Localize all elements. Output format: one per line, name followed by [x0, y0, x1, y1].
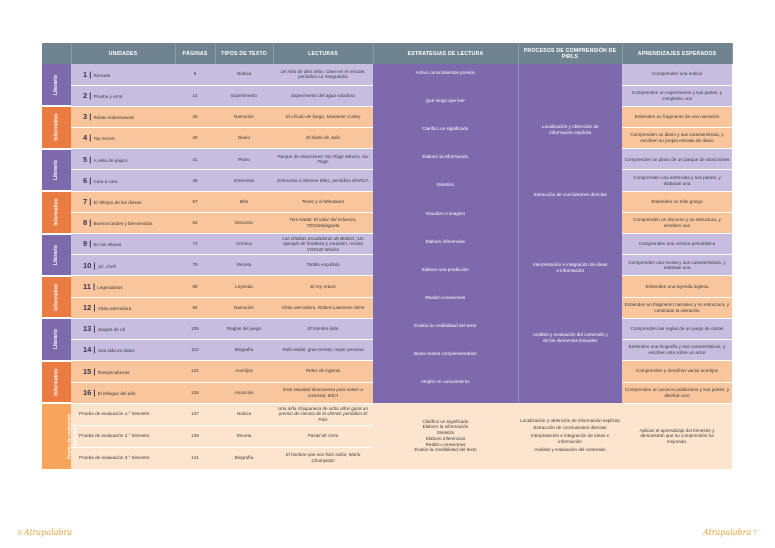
- unit-separator: |: [91, 260, 98, 270]
- unit-cell: [71, 276, 175, 297]
- eval-page-cell: 139: [175, 425, 215, 447]
- eval-strategies-cell: [373, 403, 518, 469]
- reading-cell: El círculo de fuego, Marianne Curley: [273, 106, 373, 127]
- unit-cell: [71, 297, 175, 318]
- eval-title-cell: Prueba de evaluación 1.° trimestre: [71, 403, 175, 425]
- reading-cell: El rey Arturo: [273, 276, 373, 297]
- reading-cell: Retos de ingenio: [273, 361, 373, 382]
- expected-learning-cell: Comprenden un anuncio publicitario y sus partes, y diseñan uno: [622, 382, 732, 403]
- eval-process-item: Extracción de conclusiones directas: [533, 425, 607, 431]
- strategy-item: Elaboro una predicción: [421, 266, 469, 272]
- page-cell: 30: [175, 128, 215, 149]
- footer-right: [703, 528, 757, 537]
- unit-separator: |: [91, 387, 98, 397]
- unit-separator: |: [87, 239, 94, 249]
- text-type-cell: Experimento: [215, 85, 273, 106]
- text-type-cell: Noticia: [215, 64, 273, 85]
- text-type-cell: Biografía: [215, 340, 273, 361]
- page-cell: 41: [175, 149, 215, 170]
- unit-title: Juegos de rol: [97, 327, 126, 333]
- text-type-cell: Mito: [215, 191, 273, 212]
- unit-cell: [71, 212, 175, 233]
- strategy-item: Sintetizo: [436, 182, 455, 188]
- expected-learning-cell: Entienden una leyenda inglesa: [622, 276, 732, 297]
- unit-title: Top secret: [93, 136, 115, 142]
- reading-cell: Rafa Nadal: gran tenista, mejor persona: [273, 340, 373, 361]
- unit-cell: [71, 106, 175, 127]
- unit-title: A vista de pájaro: [93, 157, 128, 163]
- unit-separator: |: [87, 112, 94, 122]
- expected-learning-cell: Entienden un fragmento narrativo y su estructura, y continúan la narración: [622, 297, 732, 318]
- group-label-cell: [42, 234, 71, 276]
- strategy-item: Clarifico un significado: [422, 126, 469, 132]
- unit-title: Rompecabezas: [97, 369, 130, 375]
- unit-separator: |: [91, 345, 98, 355]
- eval-page-cell: 141: [175, 447, 215, 469]
- page-cell: 89: [175, 276, 215, 297]
- header-paginas: PÁGINAS: [175, 43, 215, 64]
- expected-learning-cell: Comprenden una receta y sus características, y redactan una: [622, 255, 732, 276]
- reading-cell: Teseo y el Minotauro: [273, 191, 373, 212]
- text-type-cell: Discurso: [215, 212, 273, 233]
- unit-separator: |: [87, 91, 94, 101]
- strategy-item: Elaboro inferencias: [425, 238, 465, 244]
- eval-type-cell: Biografía: [215, 447, 273, 469]
- strategy-item: Evalúo la credibilidad del texto: [414, 322, 477, 328]
- unit-separator: |: [87, 154, 94, 164]
- processes-stack: [519, 64, 623, 403]
- group-label-cell: [42, 191, 71, 233]
- page-cell: 94: [175, 297, 215, 318]
- eval-title-cell: Prueba de evaluación 3.° trimestre: [71, 447, 175, 469]
- group-label: Informativo: [53, 368, 60, 396]
- text-type-cell: Diario: [215, 128, 273, 149]
- unit-number: 10: [83, 260, 92, 270]
- unit-number: 3: [83, 112, 88, 122]
- unit-number: 12: [83, 303, 92, 313]
- expected-learning-cell: Entienden un fragmento de una narración: [622, 106, 732, 127]
- unit-separator: |: [87, 197, 94, 207]
- unit-title: Rescate: [93, 72, 111, 78]
- eval-title-cell: Prueba de evaluación 2.° trimestre: [71, 425, 175, 447]
- unit-cell: [71, 255, 175, 276]
- unit-cell: [71, 361, 175, 382]
- eval-reading-cell: Una niña chiapaneca de ocho años gana un premio de ciencia de la UNAM, periódico El País: [273, 403, 373, 425]
- unit-number: 2: [83, 91, 88, 101]
- expected-learning-cell: Comprenden una noticia: [622, 64, 732, 85]
- header-lecturas: LECTURAS: [273, 43, 373, 64]
- unit-title: Una vida en datos: [97, 348, 135, 354]
- unit-number: 14: [83, 345, 92, 355]
- group-label: Literario: [53, 159, 60, 180]
- expected-learning-cell: Comprenden una crónica periodística: [622, 234, 732, 255]
- reading-cell: Parque de atracciones Six Flags México, Six Flags: [273, 149, 373, 170]
- process-item: Análisis y evaluación del contenido y de los elementos textuales: [532, 332, 608, 343]
- group-label-cell: [42, 361, 71, 403]
- strategy-item: Activo conocimientos previos: [415, 70, 475, 75]
- eval-strategy-item: Clarifico un significado: [422, 418, 469, 424]
- table-row: [42, 64, 732, 85]
- eval-strategy-item: Realizo conexiones: [425, 441, 466, 447]
- eval-strategy-item: Sintetizo: [436, 430, 455, 436]
- unit-cell: [71, 382, 175, 403]
- unit-cell: [71, 128, 175, 149]
- unit-title: ¡Sí, chef!: [97, 263, 117, 269]
- unit-title: El Olimpo de los dioses: [93, 200, 142, 206]
- footer-left: [18, 528, 72, 537]
- expected-learning-cell: Comprenden un experimento y sus partes, y completan uno: [622, 85, 732, 106]
- reading-cell: Entrevista a Simone Biles, periódico MARCA: [273, 170, 373, 191]
- process-item: Extracción de conclusiones directas: [533, 192, 607, 197]
- unit-title: Legendarios: [97, 284, 123, 290]
- group-label-cell: [42, 318, 71, 360]
- unit-number: 13: [83, 324, 92, 334]
- group-label: Literario: [53, 329, 60, 350]
- unit-title: Visita aterradora: [97, 306, 132, 312]
- unit-cell: [71, 149, 175, 170]
- header-row: [42, 43, 732, 64]
- page-cell: 46: [175, 170, 215, 191]
- eval-processes-cell: [518, 403, 622, 469]
- unit-number: 11: [83, 281, 91, 291]
- eval-type-cell: Noticia: [215, 403, 273, 425]
- expected-learning-cell: Comprenden un plano de un parque de atracciones: [622, 149, 732, 170]
- page-cell: 78: [175, 255, 215, 276]
- unit-cell: [71, 318, 175, 339]
- unit-number: 5: [83, 154, 88, 164]
- unit-separator: |: [87, 175, 94, 185]
- process-item: Localización y obtención de información explícita: [542, 124, 599, 135]
- strategy-item: Visualizo e imagino: [425, 210, 465, 216]
- unit-number: 15: [83, 366, 92, 376]
- unit-cell: [71, 191, 175, 212]
- table-body: [42, 64, 732, 469]
- page-cell: 126: [175, 382, 215, 403]
- page-cell: 110: [175, 340, 215, 361]
- eval-page-cell: 137: [175, 403, 215, 425]
- header-tipos: TIPOS DE TEXTO: [215, 43, 273, 64]
- unit-cell: [71, 234, 175, 255]
- text-type-cell: Reglas del juego: [215, 318, 273, 339]
- header-aprendizajes: APRENDIZAJES ESPERADOS: [622, 43, 732, 64]
- eval-type-cell: Receta: [215, 425, 273, 447]
- eval-process-item: Interpretación e integración de ideas e información: [530, 433, 610, 444]
- brand-logo-left: Atrapalabra: [23, 528, 73, 537]
- reading-cell: El diario de Julia: [273, 128, 373, 149]
- reading-cell: Visita aterradora, Robert Lawrence Stine: [273, 297, 373, 318]
- eval-strategy-item: Elaboro inferencias: [425, 435, 466, 441]
- page-cell: 25: [175, 106, 215, 127]
- strategies-cell: [373, 64, 518, 403]
- page-cell: 121: [175, 361, 215, 382]
- expected-learning-cell: Comprenden un discurso y su estructura, y escriben uno: [622, 212, 732, 233]
- unit-number: 6: [83, 175, 88, 185]
- page-cell: 105: [175, 318, 215, 339]
- text-type-cell: Acertijos: [215, 361, 273, 382]
- unit-separator: |: [87, 69, 94, 79]
- page-number-right: 7: [753, 530, 757, 537]
- eval-row: [42, 403, 732, 425]
- group-label-cell: [42, 276, 71, 318]
- program-table: [42, 43, 733, 470]
- group-label: Informativo: [53, 113, 60, 142]
- unit-cell: [71, 85, 175, 106]
- group-label: Prueba de evaluación trimestral: [66, 413, 77, 460]
- brand-logo-right: Atrapalabra: [702, 528, 752, 537]
- eval-process-item: Localización y obtención de información explícita: [520, 417, 620, 423]
- eval-reading-cell: El hombre que nos hizo sofiar, Mario Chumpitazi: [273, 447, 373, 469]
- process-item: Interpretación e integración de ideas e información: [533, 262, 608, 273]
- page-number-left: 6: [18, 530, 22, 537]
- header-estrategias: ESTRATEGIAS DE LECTURA: [373, 43, 518, 64]
- unit-title: El eslogan del año: [97, 390, 136, 396]
- group-label-cell: [42, 149, 71, 191]
- group-label: Literario: [53, 244, 60, 265]
- unit-number: 8: [83, 218, 88, 228]
- unit-number: 9: [83, 239, 88, 249]
- unit-title: En las alturas: [93, 242, 122, 248]
- text-type-cell: Narración: [215, 106, 273, 127]
- group-label: Informativo: [53, 283, 60, 311]
- eval-expected-learning-cell: Aplican el aprendizaje del trimestre y demuestran que su comprensión ha mejorado.: [622, 403, 732, 469]
- text-type-cell: Anuncios: [215, 382, 273, 403]
- text-type-cell: Crónica: [215, 234, 273, 255]
- reading-cell: Toni Nadal: El valor del esfuerzo, TEDxMalagueta: [273, 212, 373, 233]
- eval-strategy-item: Elaboro la información: [422, 424, 469, 430]
- expected-learning-cell: Comprenden un diario y sus características, y escriben su propia entrada de diario: [622, 128, 732, 149]
- header-unidades: UNIDADES: [71, 43, 175, 64]
- group-label: Informativo: [53, 198, 60, 226]
- unit-title: Prueba y error: [93, 94, 123, 100]
- group-label-cell: [42, 64, 71, 106]
- unit-cell: [71, 170, 175, 191]
- unit-separator: |: [87, 218, 94, 228]
- group-label-cell: [42, 106, 71, 148]
- unit-number: 7: [83, 197, 88, 207]
- page-cell: 57: [175, 191, 215, 212]
- reading-cell: Esta Navidad desconecta para volver a conectar, IKEA: [273, 382, 373, 403]
- expected-learning-cell: Entienden una biografía y sus características, y escriben otra sobre un actor: [622, 340, 732, 361]
- program-table-container: [42, 43, 732, 470]
- strategy-item: Realizo conexiones: [425, 294, 466, 300]
- unit-number: 4: [83, 133, 88, 143]
- eval-process-item: Análisis y evaluación del contenido: [534, 446, 606, 452]
- expected-learning-cell: Comprenden y descifran varios acertijos: [622, 361, 732, 382]
- unit-title: Relato sobrenatural: [93, 115, 134, 121]
- expected-learning-cell: Comprenden una entrevista y sus partes, y elaboran una: [622, 170, 732, 191]
- reading-cell: Las cholitas escaladoras de Bolivia: ¡Un ejemplo de fortaleza y corazón!, revista VOGUE México: [273, 234, 373, 255]
- group-label-cell: [42, 403, 77, 469]
- reading-cell: Un niño de diez años, clave en el rescate, periódico La Vanguardia: [273, 64, 373, 85]
- strategies-stack: [373, 64, 518, 403]
- unit-separator: |: [87, 133, 94, 143]
- eval-strategy-item: Evalúo la credibilidad del texto: [414, 447, 477, 453]
- text-type-cell: Leyenda: [215, 276, 273, 297]
- header-group: [42, 43, 71, 64]
- unit-cell: [71, 340, 175, 361]
- unit-separator: |: [90, 281, 98, 291]
- unit-separator: |: [91, 366, 98, 376]
- page-cell: 14: [175, 85, 215, 106]
- reading-cell: Experimento del agua voladora: [273, 85, 373, 106]
- expected-learning-cell: Entienden un mito griego: [622, 191, 732, 212]
- header-procesos: PROCESOS DE COMPRENSIÓN DE PIRLS: [518, 43, 622, 64]
- strategy-item: Elaboro la información: [422, 154, 469, 160]
- expected-learning-cell: Comprenden las reglas de un juego de cartas: [622, 318, 732, 339]
- strategy-item: Amplío mi conocimiento: [420, 379, 470, 385]
- page-cell: 62: [175, 212, 215, 233]
- unit-cell: [71, 64, 175, 85]
- reading-cell: Tortilla española: [273, 255, 373, 276]
- group-label: Literario: [53, 74, 60, 95]
- text-type-cell: Narración: [215, 297, 273, 318]
- strategy-item: Busco textos complementarios: [413, 351, 477, 356]
- unit-separator: |: [91, 324, 98, 334]
- unit-number: 1: [83, 69, 88, 79]
- strategy-item: Qué tengo que leer: [425, 98, 465, 104]
- page-cell: 9: [175, 64, 215, 85]
- unit-number: 16: [83, 387, 92, 397]
- unit-title: Buenos tardes y bienvenidos: [93, 221, 153, 227]
- unit-title: Cara a cara: [93, 178, 118, 184]
- text-type-cell: Plano: [215, 149, 273, 170]
- unit-separator: |: [91, 303, 98, 313]
- text-type-cell: Entrevista: [215, 170, 273, 191]
- text-type-cell: Receta: [215, 255, 273, 276]
- eval-reading-cell: Pastel de Oreo: [273, 425, 373, 447]
- processes-cell: [518, 64, 622, 403]
- reading-cell: El hombre lobo: [273, 318, 373, 339]
- page-cell: 73: [175, 234, 215, 255]
